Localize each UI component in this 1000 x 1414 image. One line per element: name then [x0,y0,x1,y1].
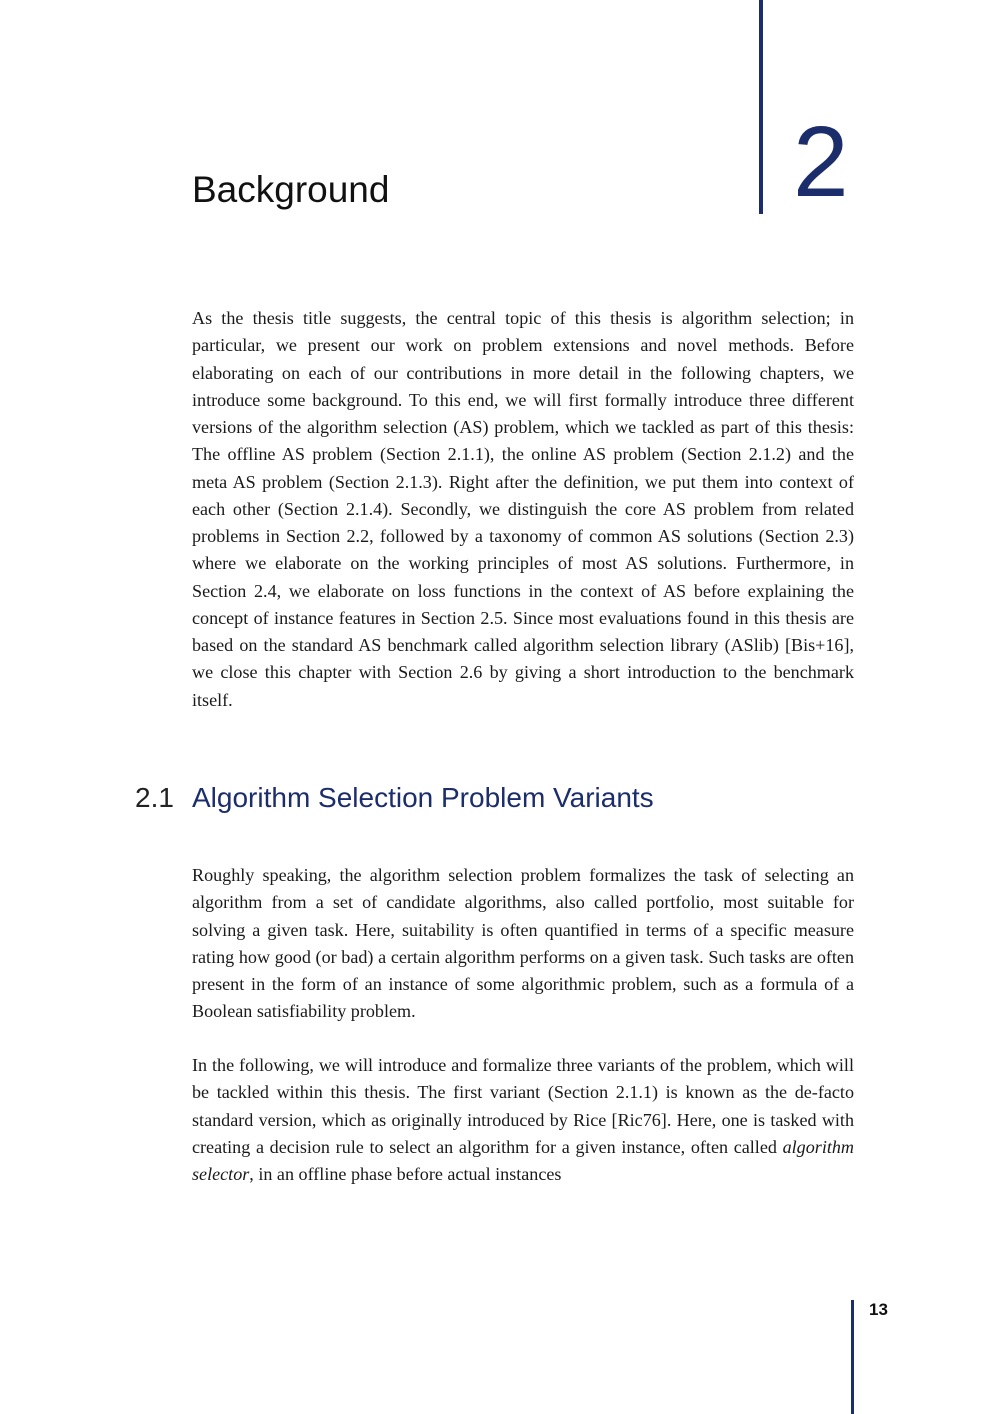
paragraph-2-emphasis: algorithm selector [192,1136,854,1184]
section-title: Algorithm Selection Problem Variants [192,782,654,813]
chapter-title: Background [192,169,390,210]
paragraph-2-text-start: In the following, we will introduce and formalize three variants of the problem, which will be tackled within this thesis. The first variant (Section 2.1.1) is known as the de-facto standard version, which as originally introduced by Rice [Ric76]. Here, one is tasked with creating a decision rule to select an algorithm for a given instance, often called [192,1055,854,1157]
paragraph-2-text-end: , in an offline phase before actual instances [249,1164,562,1184]
intro-paragraph: As the thesis title suggests, the central topic of this thesis is algorithm selection; in particular, we present our work on problem extensions and novel methods. Before elaborating on each of our contributions in more detail in the following chapters, we introduce some background. To this end, we will first formally introduce three different versions of the algorithm selection (AS) problem, which we tackled as part of this thesis: The offline AS problem (Section 2.1.1), the online AS problem (Section 2.1.2) and the meta AS problem (Section 2.1.3). Right after the definition, we put them into context of each other (Section 2.1.4). Secondly, we distinguish the core AS problem from related problems in Section 2.2, followed by a taxonomy of common AS solutions (Section 2.3) where we elaborate on the working principles of most AS solutions. Furthermore, in Section 2.4, we elaborate on loss functions in the context of AS before explaining the concept of instance features in Section 2.5. Since most evaluations found in this thesis are based on the standard AS benchmark called algorithm selection library (ASlib) [Bis+16], we close this chapter with Section 2.6 by giving a short introduction to the benchmark itself. [192,308,854,710]
page-number: 13 [869,1300,888,1319]
section-number: 2.1 [135,782,174,813]
chapter-rule [759,0,763,214]
section-paragraph-1: Roughly speaking, the algorithm selection problem formalizes the task of selecting an algorithm from a set of candidate algorithms, also called portfolio, most suitable for solving a given task. Here, suitability is often quantified in terms of a specific measure rating how good (or bad) a certain algorithm performs on a given task. Such tasks are often present in the form of an instance of some algorithmic problem, such as a formula of a Boolean satisfiability problem. [192,865,854,1022]
page-number-rule [851,1300,854,1414]
section-paragraph-2 [192,1052,854,1188]
chapter-number: 2 [793,106,849,218]
